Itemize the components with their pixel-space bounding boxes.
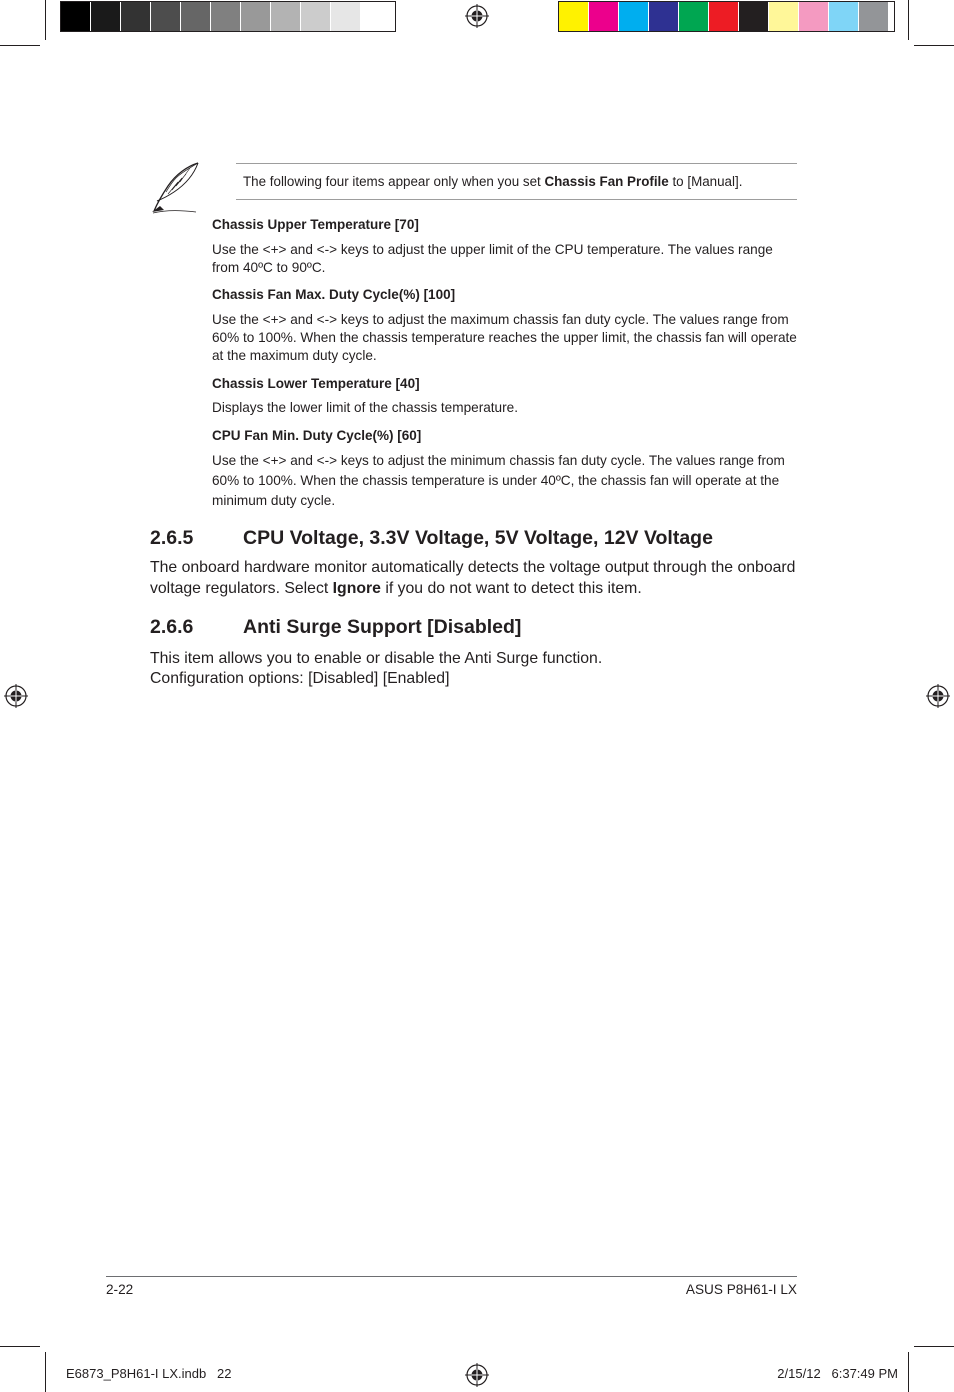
grayscale-color-bar [60,1,396,32]
crop-mark [0,45,40,46]
crop-mark [45,0,46,40]
registration-mark-icon [926,684,950,708]
color-swatch [211,2,241,31]
color-swatch [799,2,829,31]
item-heading: Chassis Lower Temperature [40] [212,376,420,391]
section-body-line: Configuration options: [Disabled] [Enabled] [150,670,450,687]
color-swatch [829,2,859,31]
crop-mark [914,45,954,46]
item-description: Use the <+> and <-> keys to adjust the upper limit of the CPU temperature. The values range from 40ºC to 90ºC. [212,242,773,276]
color-swatch [679,2,709,31]
section-number: 2.6.6 [150,616,194,638]
color-swatch [619,2,649,31]
section-body: The onboard hardware monitor automatically detects the voltage output through the onboard voltage regulators. Select Ignore if you do not want to detect this item. [150,559,796,597]
color-swatch [559,2,589,31]
section-number: 2.6.5 [150,527,194,549]
section-body-line: This item allows you to enable or disable the Anti Surge function. [150,650,603,667]
item-description: Displays the lower limit of the chassis temperature. [212,400,518,415]
product-name: ASUS P8H61-I LX [685,1282,797,1297]
slug-datetime: 2/15/12 6:37:49 PM [777,1366,898,1381]
color-swatch [361,2,391,31]
note-top-rule [236,163,797,164]
registration-mark-icon [465,4,489,28]
color-swatch [241,2,271,31]
footer-rule [106,1276,797,1277]
section-title: Anti Surge Support [Disabled] [243,616,522,638]
crop-mark [914,1346,954,1347]
color-swatch [61,2,91,31]
crop-mark [908,0,909,40]
crop-mark [908,1352,909,1392]
section-title: CPU Voltage, 3.3V Voltage, 5V Voltage, 12V Voltage [243,527,713,549]
note-text: The following four items appear only when you set Chassis Fan Profile to [Manual]. [243,174,743,189]
crop-mark [0,1346,40,1347]
process-color-bar [558,1,895,32]
item-description: Use the <+> and <-> keys to adjust the minimum chassis fan duty cycle. The values range from 60% to 100%. When the chassis temperature is under 40ºC, the chassis fan will operate at the minimum duty cycle. [212,453,785,508]
color-swatch [181,2,211,31]
color-swatch [301,2,331,31]
pen-feather-icon [150,160,202,214]
color-swatch [859,2,889,31]
item-description: Use the <+> and <-> keys to adjust the maximum chassis fan duty cycle. The values range from 60% to 100%. When the chassis temperature reaches the upper limit, the chassis fan will operate at the maximum duty cycle. [212,312,797,364]
color-swatch [649,2,679,31]
color-swatch [271,2,301,31]
slug-file-name: E6873_P8H61-I LX.indb 22 [66,1366,232,1381]
color-swatch [709,2,739,31]
page-number: 2-22 [106,1282,134,1297]
color-swatch [589,2,619,31]
color-swatch [331,2,361,31]
registration-mark-icon [465,1363,489,1387]
registration-mark-icon [4,684,28,708]
color-swatch [739,2,769,31]
color-swatch [121,2,151,31]
crop-mark [45,1352,46,1392]
item-heading: Chassis Fan Max. Duty Cycle(%) [100] [212,287,456,302]
item-heading: Chassis Upper Temperature [70] [212,217,419,232]
color-swatch [151,2,181,31]
note-bottom-rule [236,199,797,200]
color-swatch [769,2,799,31]
color-swatch [91,2,121,31]
item-heading: CPU Fan Min. Duty Cycle(%) [60] [212,428,422,443]
